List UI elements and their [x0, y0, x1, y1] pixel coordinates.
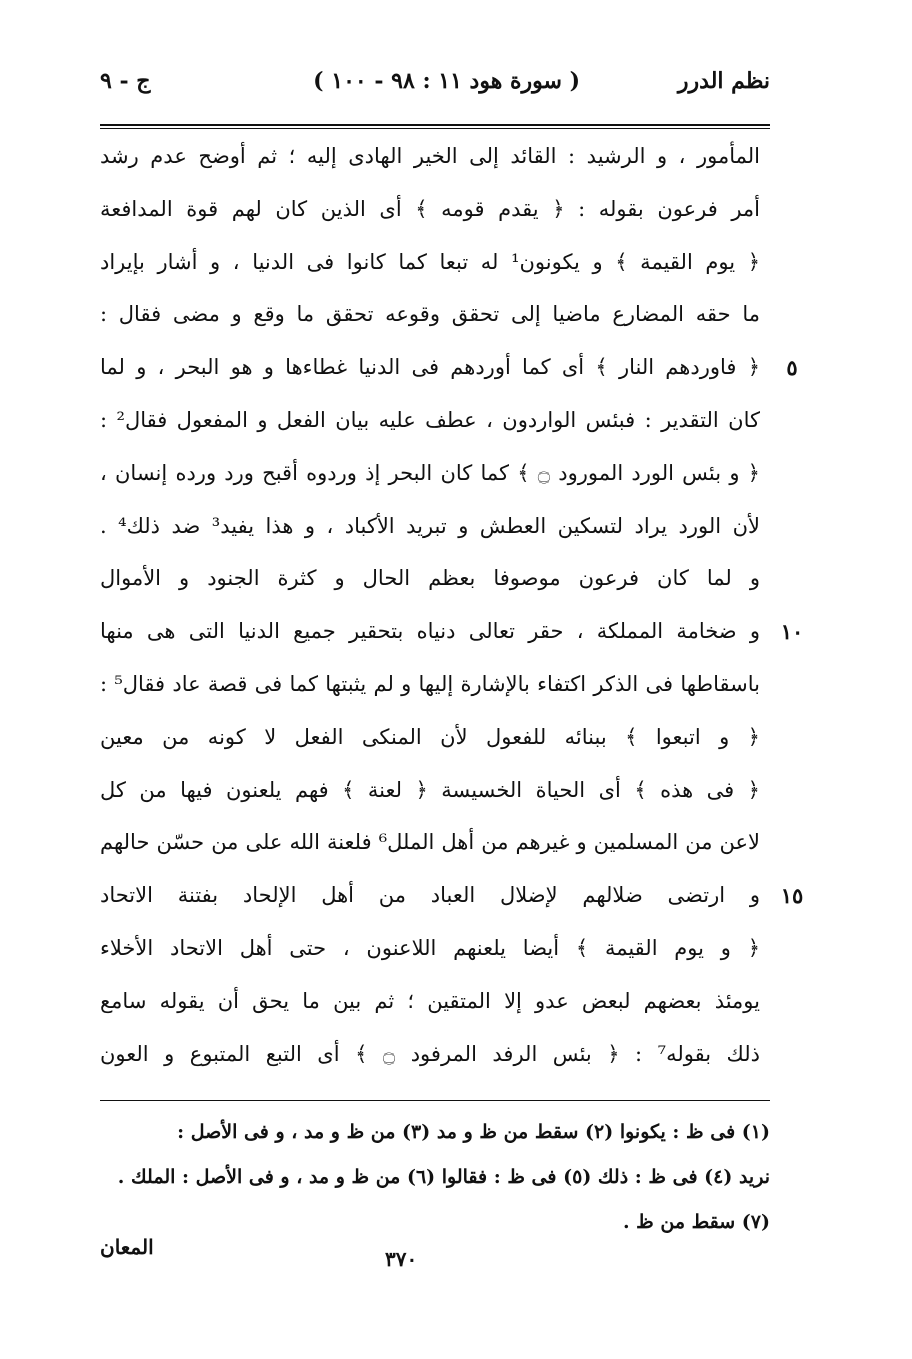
body-line: ذلك بقوله⁷ : ﴿ بئس الرفد المرفود ۝ ﴾ أى التبع المتبوع و العون [100, 1041, 760, 1066]
body-line: أمر فرعون بقوله : ﴿ يقدم قومه ﴾ أى الذين كان لهم قوة المدافعة [100, 196, 760, 221]
line-number-marker: ١٠ [780, 619, 804, 645]
footnote-line: نريد (٤) فى ظ : ذلك (٥) فى ظ : فقالوا (٦) من ظ و مد ، و فى الأصل : الملك . [117, 1166, 770, 1188]
line-number-marker: ١٥ [780, 883, 804, 909]
line-number-marker: ٥ [786, 355, 798, 381]
book-title: نظم الدرر [677, 68, 770, 94]
body-line: و لما كان فرعون موصوفا بعظم الحال و كثرة الجنود و الأموال [100, 566, 760, 591]
body-line: لاعن من المسلمين و غيرهم من أهل الملل⁶ فلعنة الله على من حسّن حالهم [100, 830, 760, 855]
footnote-line: (٧) سقط من ظ . [622, 1211, 770, 1233]
footnotes [86, 1110, 770, 1245]
body-line: لأن الورد يراد لتسكين العطش و تبريد الأكباد ، و هذا يفيد³ ضد ذلك⁴ . [100, 513, 760, 538]
body-text [100, 130, 760, 1080]
body-line: كان التقدير : فبئس الواردون ، عطف عليه بيان الفعل و المفعول فقال² : [100, 407, 760, 432]
body-line: و ارتضى ضلالهم لإضلال العباد من أهل الإلحاد بفتنة الاتحاد [100, 883, 760, 908]
body-line: ﴿ فى هذه ﴾ أى الحياة الخسيسة ﴿ لعنة ﴾ فهم يلعنون فيها من كل [100, 777, 760, 802]
body-line: ﴿ فاوردهم النار ﴾ أى كما أوردهم فى الدنيا غطاءها و هو البحر ، و لما [100, 355, 760, 380]
printer-signature: المعان [100, 1235, 154, 1259]
header-rule [100, 124, 770, 126]
body-line: يومئذ بعضهم لبعض عدو إلا المتقين ؛ ثم بين ما يحق أن يقوله سامع [100, 988, 760, 1013]
body-line: باسقاطها فى الذكر اكتفاء بالإشارة إليها و لم يثبتها كما فى قصة عاد فقال⁵ : [100, 671, 760, 696]
page-footer [100, 1235, 770, 1275]
body-line: ما حقه المضارع ماضيا إلى تحقق وقوعه تحقق ما وقع و مضى فقال : [100, 302, 760, 327]
body-line: ﴿ و بئس الورد المورود ۝ ﴾ كما كان البحر إذ وردوه أقبح ورد ورده إنسان ، [100, 460, 760, 485]
volume-label: ج - ٩ [100, 68, 151, 94]
header-rule-thin [100, 128, 770, 129]
running-header [100, 68, 770, 108]
body-line: ﴿ يوم القيمة ﴾ و يكونون¹ له تبعا كما كانوا فى الدنيا ، و أشار بإيراد [100, 249, 760, 274]
body-line: المأمور ، و الرشيد : القائد إلى الخير الهادى إليه ؛ ثم أوضح عدم رشد [100, 144, 760, 168]
body-line: ﴿ و يوم القيمة ﴾ أيضا يلعنهم اللاعنون ، حتى أهل الاتحاد الأخلاء [100, 935, 760, 960]
body-line: و ضخامة المملكة ، حقر تعالى دنياه بتحقير جميع الدنيا التى هى منها [100, 619, 760, 644]
footnote-line: (١) فى ظ : يكونوا (٢) سقط من ظ و مد (٣) من ظ و مد ، و فى الأصل : [177, 1121, 770, 1143]
body-line: ﴿ و اتبعوا ﴾ ببنائه للفعول لأن المنكى الفعل لا كونه من معين [100, 724, 760, 749]
page-number: ٣٧٠ [385, 1247, 418, 1271]
sura-reference: ( سورة هود ١١ : ٩٨ - ١٠٠ ) [313, 68, 580, 94]
footnote-rule [100, 1100, 770, 1101]
